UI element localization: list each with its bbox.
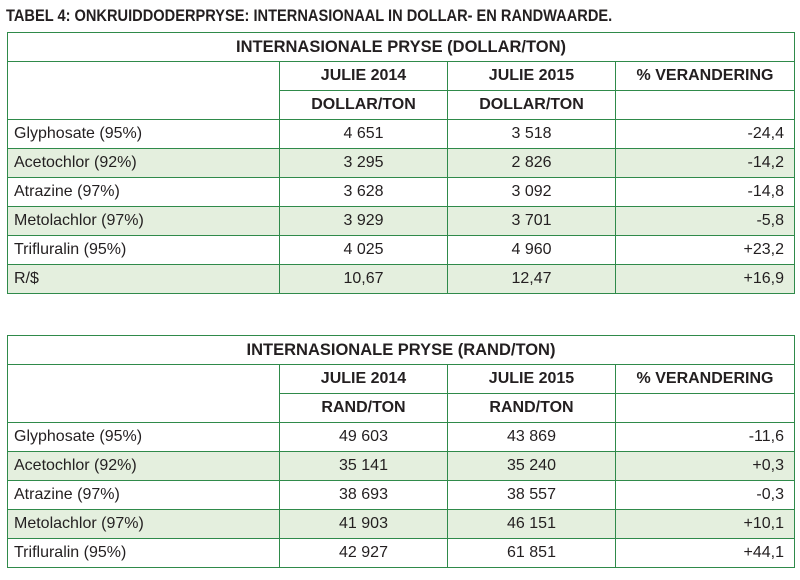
table-row — [8, 207, 795, 236]
unit-july-2014: DOLLAR/TON — [280, 91, 448, 120]
header-july-2014: JULIE 2014 — [280, 62, 448, 91]
table-row — [8, 539, 795, 568]
table-row — [8, 481, 795, 510]
column-header-row — [8, 62, 795, 91]
header-percent-change: % VERANDERING — [616, 365, 795, 394]
value-2015-cell: 3 092 — [448, 178, 616, 207]
value-2015-cell: 61 851 — [448, 539, 616, 568]
percent-change-cell: +10,1 — [616, 510, 795, 539]
column-header-row — [8, 365, 795, 394]
value-2015-cell: 38 557 — [448, 481, 616, 510]
percent-change-cell: -5,8 — [616, 207, 795, 236]
product-name-cell: Metolachlor (97%) — [8, 207, 280, 236]
product-name-cell: Atrazine (97%) — [8, 481, 280, 510]
table-body — [8, 423, 795, 568]
value-2015-cell: 43 869 — [448, 423, 616, 452]
table-title-row — [8, 33, 795, 62]
unit-percent-change — [616, 394, 795, 423]
table-caption: TABEL 4: ONKRUIDDODERPRYSE: INTERNASIONAAL IN DOLLAR- EN RANDWAARDE. — [6, 6, 613, 25]
value-2015-cell: 46 151 — [448, 510, 616, 539]
value-2014-cell: 42 927 — [280, 539, 448, 568]
product-name-cell: Glyphosate (95%) — [8, 423, 280, 452]
table-row — [8, 120, 795, 149]
value-2014-cell: 35 141 — [280, 452, 448, 481]
value-2014-cell: 4 025 — [280, 236, 448, 265]
value-2014-cell: 3 295 — [280, 149, 448, 178]
product-name-cell: Metolachlor (97%) — [8, 510, 280, 539]
table-title: INTERNASIONALE PRYSE (DOLLAR/TON) — [8, 33, 795, 62]
table-row — [8, 178, 795, 207]
value-2015-cell: 3 701 — [448, 207, 616, 236]
table-title-row — [8, 336, 795, 365]
table-row — [8, 236, 795, 265]
table-row — [8, 452, 795, 481]
product-name-cell: Glyphosate (95%) — [8, 120, 280, 149]
value-2014-cell: 10,67 — [280, 265, 448, 294]
percent-change-cell: -24,4 — [616, 120, 795, 149]
value-2014-cell: 49 603 — [280, 423, 448, 452]
header-july-2015: JULIE 2015 — [448, 62, 616, 91]
percent-change-cell: +44,1 — [616, 539, 795, 568]
table-row — [8, 510, 795, 539]
table-body — [8, 120, 795, 294]
product-name-cell: Trifluralin (95%) — [8, 539, 280, 568]
value-2015-cell: 12,47 — [448, 265, 616, 294]
dollar-price-table — [7, 32, 795, 294]
value-2015-cell: 3 518 — [448, 120, 616, 149]
table-row — [8, 265, 795, 294]
value-2015-cell: 2 826 — [448, 149, 616, 178]
product-name-cell: Trifluralin (95%) — [8, 236, 280, 265]
percent-change-cell: +23,2 — [616, 236, 795, 265]
unit-july-2015: RAND/TON — [448, 394, 616, 423]
header-july-2015: JULIE 2015 — [448, 365, 616, 394]
value-2015-cell: 4 960 — [448, 236, 616, 265]
product-name-cell: R/$ — [8, 265, 280, 294]
value-2015-cell: 35 240 — [448, 452, 616, 481]
unit-percent-change — [616, 91, 795, 120]
table-title: INTERNASIONALE PRYSE (RAND/TON) — [8, 336, 795, 365]
percent-change-cell: -0,3 — [616, 481, 795, 510]
value-2014-cell: 4 651 — [280, 120, 448, 149]
value-2014-cell: 3 929 — [280, 207, 448, 236]
table-row — [8, 423, 795, 452]
header-july-2014: JULIE 2014 — [280, 365, 448, 394]
value-2014-cell: 41 903 — [280, 510, 448, 539]
percent-change-cell: -14,2 — [616, 149, 795, 178]
value-2014-cell: 3 628 — [280, 178, 448, 207]
product-name-cell: Atrazine (97%) — [8, 178, 280, 207]
table-row — [8, 149, 795, 178]
blank-header-cell — [8, 62, 280, 120]
percent-change-cell: +0,3 — [616, 452, 795, 481]
unit-july-2015: DOLLAR/TON — [448, 91, 616, 120]
unit-july-2014: RAND/TON — [280, 394, 448, 423]
blank-header-cell — [8, 365, 280, 423]
rand-price-table — [7, 335, 795, 568]
percent-change-cell: -11,6 — [616, 423, 795, 452]
product-name-cell: Acetochlor (92%) — [8, 149, 280, 178]
percent-change-cell: +16,9 — [616, 265, 795, 294]
value-2014-cell: 38 693 — [280, 481, 448, 510]
header-percent-change: % VERANDERING — [616, 62, 795, 91]
product-name-cell: Acetochlor (92%) — [8, 452, 280, 481]
percent-change-cell: -14,8 — [616, 178, 795, 207]
